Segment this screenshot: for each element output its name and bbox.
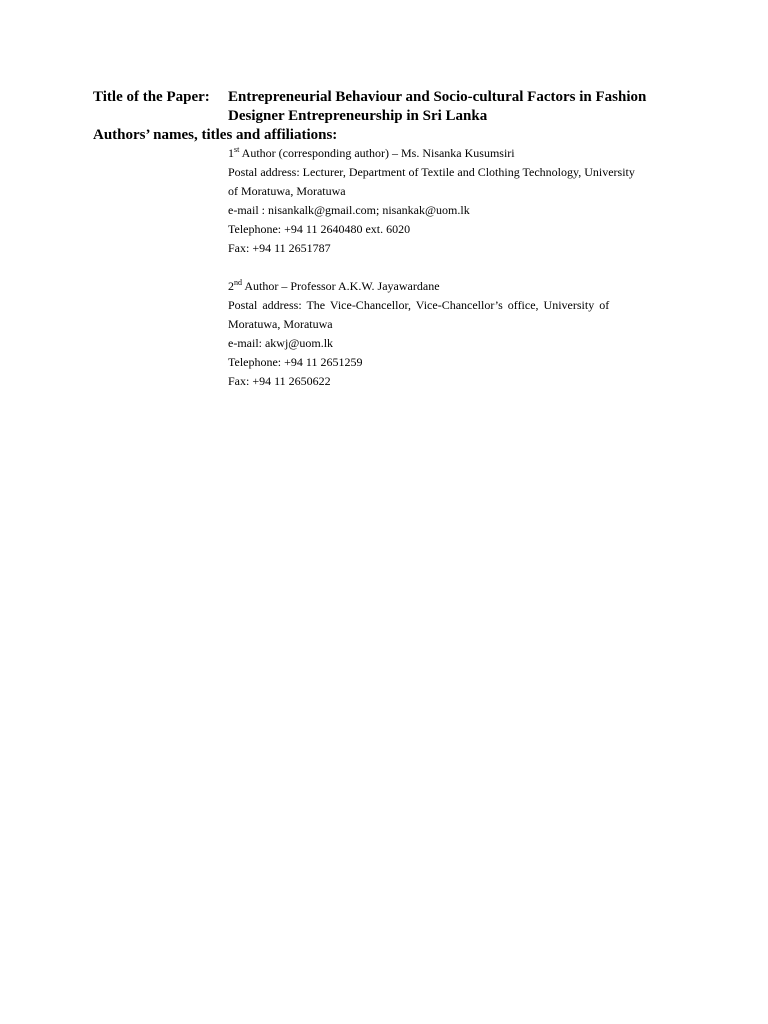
author-2-role-line [228,277,674,296]
title-label: Title of the Paper: [93,89,210,105]
author-1-telephone: Telephone: +94 11 2640480 ext. 6020 [228,222,411,236]
author-2-fax: Fax: +94 11 2650622 [228,374,331,388]
author-1-block [228,144,674,258]
author-1-fax: Fax: +94 11 2651787 [228,241,331,255]
paper-title-line-2: Designer Entrepreneurship in Sri Lanka [228,108,488,124]
author-2-role-text: Author – Professor A.K.W. Jayawardane [242,279,440,293]
author-2-ordinal: 2 [228,279,234,293]
author-1-ordinal-suffix: st [234,145,240,154]
author-1-email: e-mail : nisankalk@gmail.com; nisankak@uom.lk [228,203,470,217]
paper-title [228,88,688,126]
paper-title-line-1: Entrepreneurial Behaviour and Socio-cultural Factors in Fashion [228,89,647,105]
author-1-role-line [228,144,674,163]
author-1-postal-line-2: of Moratuwa, Moratuwa [228,184,346,198]
author-2-ordinal-suffix: nd [234,278,242,287]
author-2-email: e-mail: akwj@uom.lk [228,336,334,350]
authors-heading: Authors’ names, titles and affiliations: [93,127,338,143]
author-2-block [228,277,674,391]
author-2-postal-line-2: Moratuwa, Moratuwa [228,317,333,331]
author-2-postal-line-1: Postal address: The Vice-Chancellor, Vice-Chancellor’s office, University of [228,298,610,312]
author-1-postal-line-1: Postal address: Lecturer, Department of Textile and Clothing Technology, University [228,165,635,179]
author-2-telephone: Telephone: +94 11 2651259 [228,355,363,369]
author-1-role-text: Author (corresponding author) – Ms. Nisanka Kusumsiri [239,146,515,160]
author-1-ordinal: 1 [228,146,234,160]
